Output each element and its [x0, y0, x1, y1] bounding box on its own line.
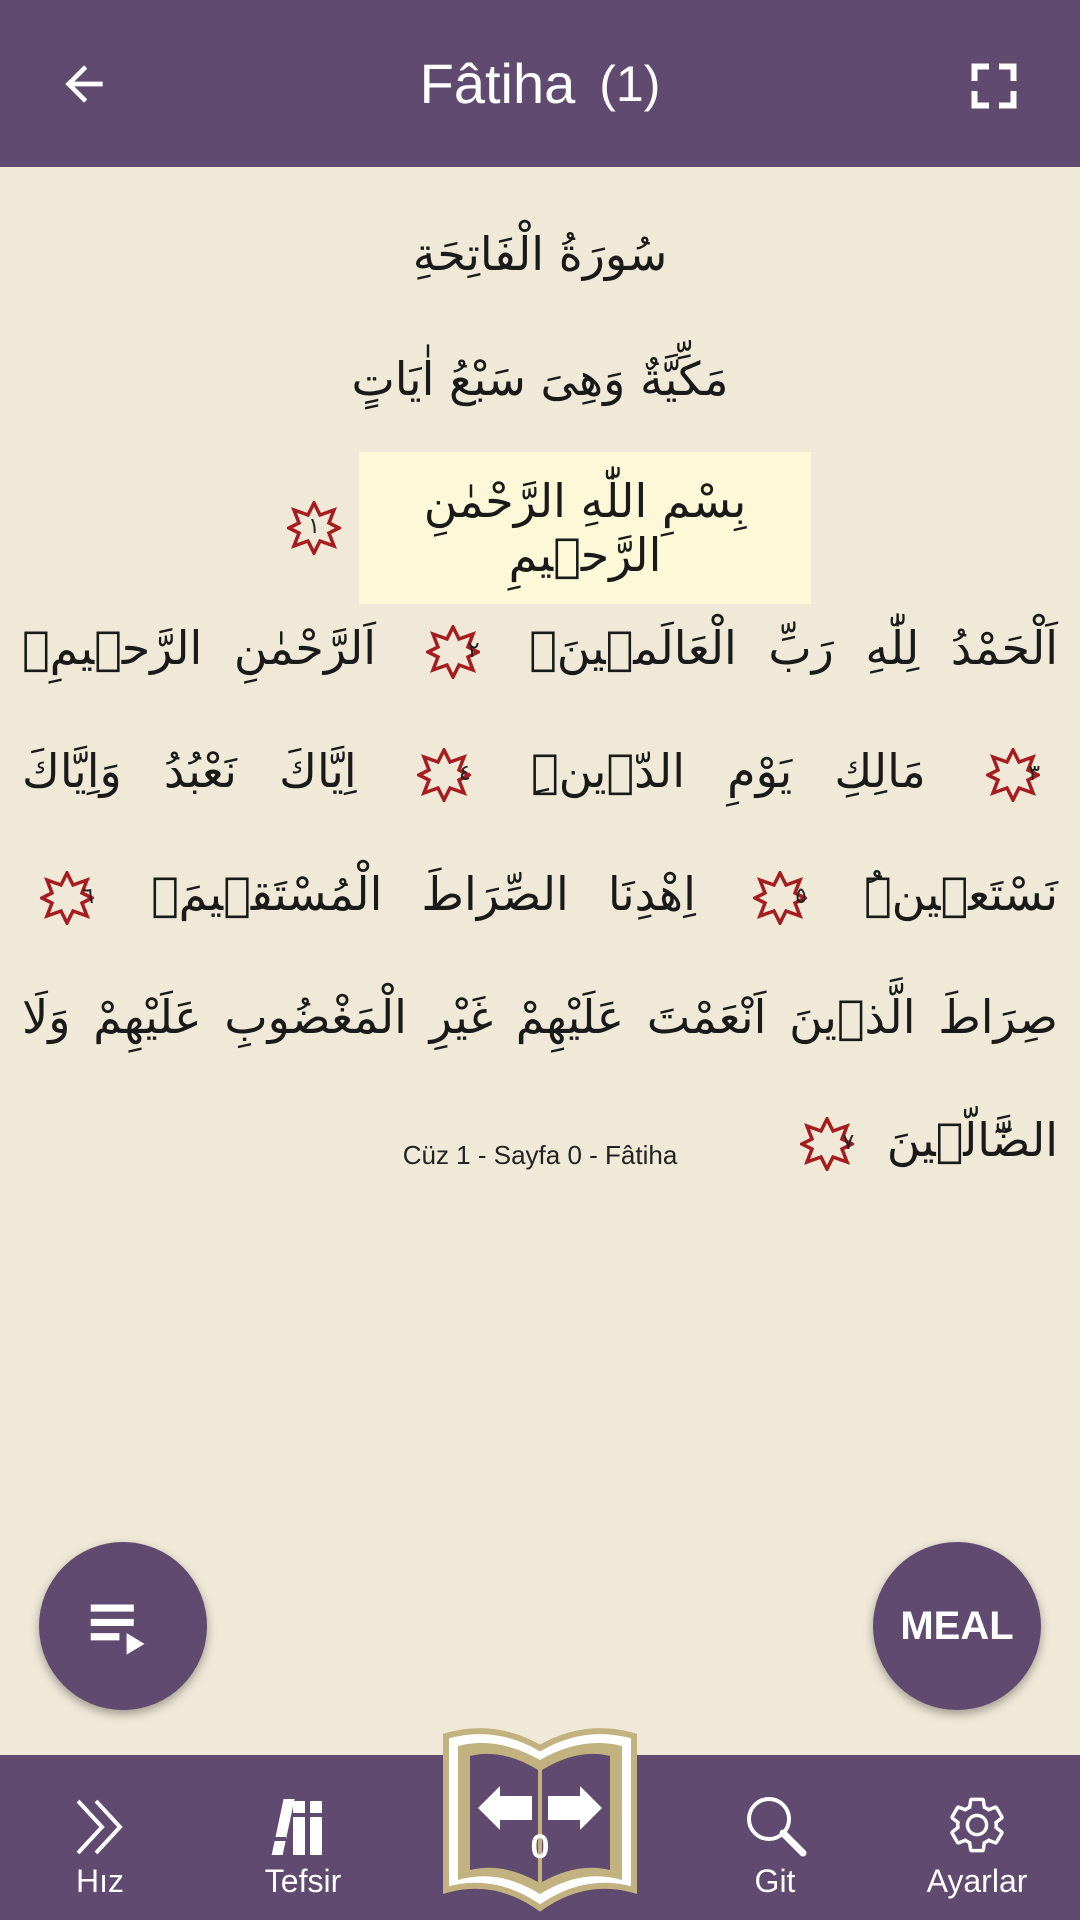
ayah-marker[interactable]: ٦	[40, 871, 94, 925]
fullscreen-icon	[964, 56, 1024, 116]
open-book-icon	[440, 1722, 640, 1912]
fullscreen-button[interactable]	[954, 46, 1034, 126]
nav-ayarlar-label: Ayarlar	[926, 1863, 1028, 1899]
gear-icon	[945, 1793, 1009, 1857]
ayah-marker[interactable]: ١	[287, 501, 341, 555]
surah-info-arabic: مَكِّيَّةٌ وَهِىَ سَبْعُ اٰيَاتٍ	[351, 352, 729, 406]
ayah-marker[interactable]: ٢	[426, 625, 480, 679]
search-icon	[743, 1793, 807, 1857]
book-page-count: 0	[530, 1828, 550, 1866]
top-app-bar	[0, 0, 1080, 167]
verses-block	[22, 587, 1058, 1202]
surah-name-arabic: سُورَةُ الْفَاتِحَةِ	[412, 227, 668, 281]
ayah-marker[interactable]: ٥	[753, 871, 807, 925]
nav-hiz-label: Hız	[76, 1863, 124, 1899]
verse-text[interactable]: اَلرَّحْمٰنِ الرَّح۪يمِۙ	[22, 621, 377, 675]
nav-ayarlar[interactable]	[892, 1755, 1062, 1920]
nav-tefsir[interactable]	[218, 1755, 388, 1920]
verse-text[interactable]: مَالِكِ يَوْمِ الدّ۪ينِۜ	[531, 744, 926, 798]
verse-text[interactable]: اَلْحَمْدُ لِلّٰهِ رَبِّ الْعَالَم۪ينَۙ	[529, 621, 1058, 675]
meal-label: MEAL	[900, 1603, 1014, 1648]
double-chevron-right-icon	[70, 1797, 130, 1857]
page-location-label: Cüz 1 - Sayfa 0 - Fâtiha	[402, 1140, 678, 1170]
books-icon	[270, 1797, 336, 1857]
nav-hiz[interactable]	[15, 1755, 185, 1920]
playlist-button[interactable]	[39, 1542, 207, 1710]
nav-git-label: Git	[754, 1863, 796, 1899]
verse-text[interactable]: صِرَاطَ الَّذ۪ينَ اَنْعَمْتَ عَلَيْهِمْ غَيْرِ الْمَغْضُوبِ عَلَيْهِمْ وَلَا الضَّٓالّ۪ينَ	[22, 990, 1058, 1167]
surah-number: (1)	[599, 55, 661, 112]
basmala-verse[interactable]: بِسْمِ اللّٰهِ الرَّحْمٰنِ الرَّح۪يمِ	[359, 452, 811, 604]
ayah-marker[interactable]: ٧	[800, 1117, 854, 1171]
meal-button[interactable]	[873, 1542, 1041, 1710]
basmala-row	[0, 452, 1080, 604]
ayah-marker[interactable]: ٣	[986, 748, 1040, 802]
quran-page	[0, 167, 1080, 1755]
surah-title: Fâtiha	[419, 52, 576, 115]
verse-text[interactable]: اِيَّاكَ نَعْبُدُ وَاِيَّاكَ نَسْتَع۪ينُۜ	[22, 744, 1059, 921]
ayah-marker[interactable]: ٤	[417, 748, 471, 802]
nav-git[interactable]	[690, 1755, 860, 1920]
open-book-button[interactable]	[440, 1722, 640, 1912]
page-title	[0, 0, 1080, 167]
playlist-play-icon	[80, 1583, 166, 1669]
verse-text[interactable]: اِهْدِنَا الصِّرَاطَ الْمُسْتَق۪يمَۙ	[151, 867, 696, 921]
nav-tefsir-label: Tefsir	[264, 1863, 342, 1899]
